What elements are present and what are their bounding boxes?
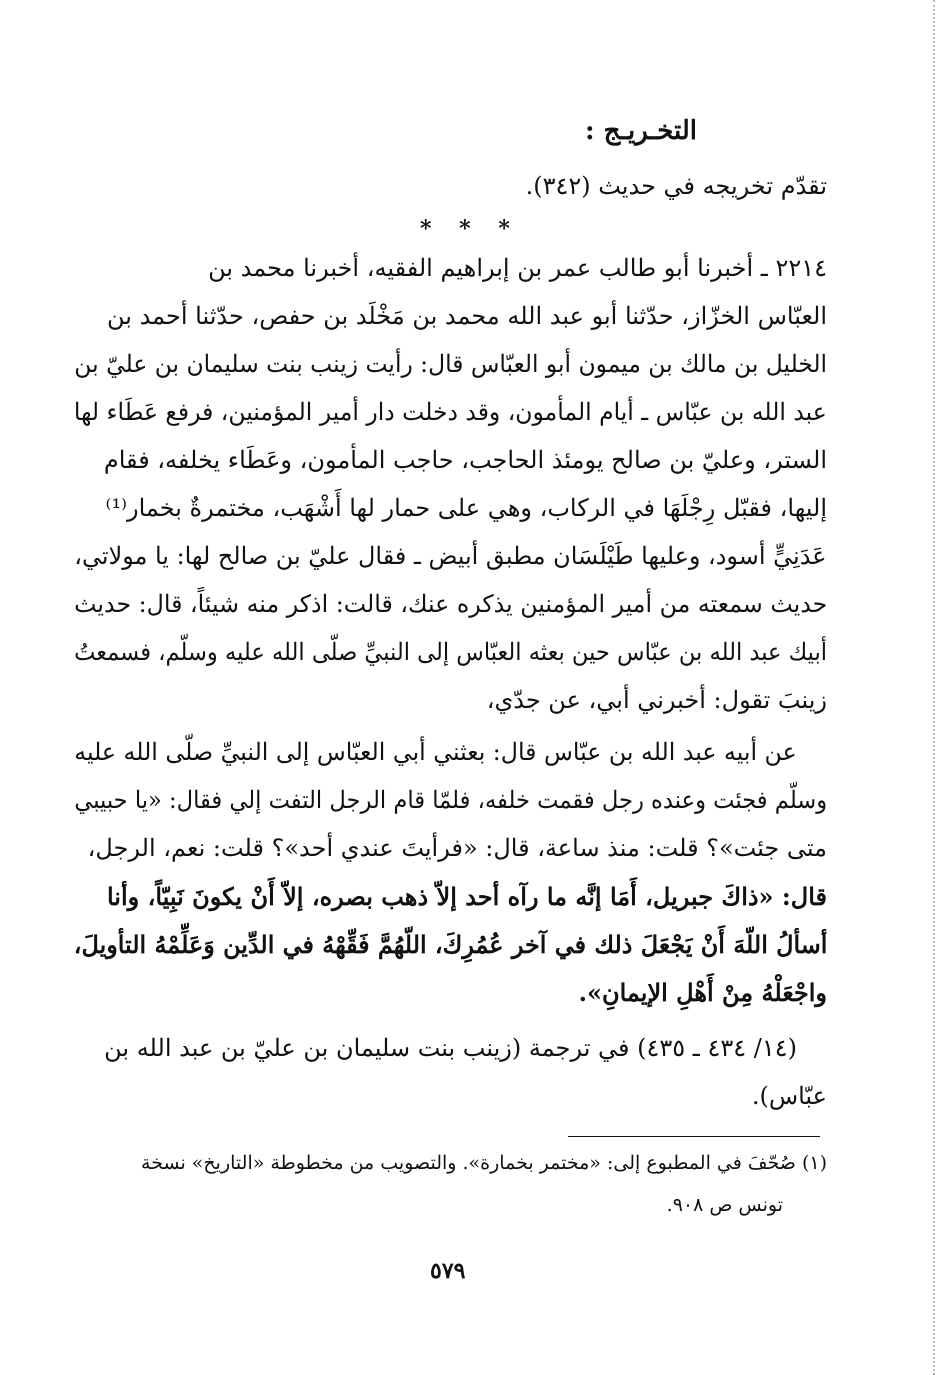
narration-line-1: ٢٢١٤ ـ أخبرنا أبو طالب عمر بن إبراهيم الفقيه، أخبرنا محمد بن (208, 254, 827, 282)
hadith-line-2: وسلّم فجئت وعنده رجل فقمت خلفه، فلمّا قام الرجل التفت إلي فقال: «يا حبيبي (74, 786, 827, 814)
narration-line-5: الستر، وعليّ بن صالح يومئذ الحاجب، حاجب المأمون، وعَطَاء يخلفه، فقام (103, 446, 827, 474)
narration-line-2: العبّاس الخزّاز، حدّثنا أبو عبد الله محمد بن مَخْلَد بن حفص، حدّثنا أحمد بن (107, 302, 827, 330)
footnote-line-2: تونس ص ٩٠٨. (666, 1194, 783, 1216)
narration-line-6: إليها، فقبّل رِجْلَهَا في الركاب، وهي على حمار لها أَشْهَب، مختمرةٌ بخمار⁽¹⁾ (105, 494, 827, 522)
page-number: ٥٧٩ (430, 1258, 466, 1284)
footnote-divider (568, 1136, 820, 1137)
narration-line-7: عَدَنِيٍّ أسود، وعليها طَيْلَسَان مطبق أبيض ـ فقال عليّ بن صالح لها: يا مولاتي، (74, 542, 827, 570)
hadith-line-4: قال: «ذاكَ جبريل، أَمَا إنَّه ما رآه أحد إلاّ ذهب بصره، إلاّ أَنْ يكونَ نَبِيّاً، وأنا (106, 882, 827, 911)
narration-line-4: عبد الله بن عبّاس ـ أيام المأمون، وقد دخلت دار أمير المؤمنين، فرفع عَطَاء لها (74, 398, 827, 426)
hadith-line-3: متى جئت»؟ قلت: منذ ساعة، قال: «فرأيتَ عندي أحد»؟ قلت: نعم، الرجل، (87, 834, 827, 862)
separator-stars: * * * (420, 216, 520, 242)
reference-line-2: عبّاس). (751, 1082, 827, 1110)
narration-line-3: الخليل بن مالك بن ميمون أبو العبّاس قال: رأيت زينب بنت سليمان بن عليّ بن (74, 350, 827, 378)
section-heading: التخـريـج : (584, 116, 697, 146)
hadith-line-6: واجْعَلْهُ مِنْ أَهْلِ الإيمانِ». (578, 978, 827, 1007)
narration-line-8: حديث سمعته من أمير المؤمنين يذكره عنك، قالت: اذكر منه شيئاً، قال: حديث (73, 590, 827, 618)
scan-edge-marks (929, 0, 935, 1375)
narration-line-10: زينبَ تقول: أخبرني أبي، عن جدّي، (486, 686, 827, 714)
reference-line-1: (١٤/ ٤٣٤ ـ ٤٣٥) في ترجمة (زينب بنت سليمان بن عليّ بن عبد الله بن (104, 1034, 797, 1062)
hadith-line-1: عن أبيه عبد الله بن عبّاس قال: بعثني أبي العبّاس إلى النبيِّ صلّى الله عليه (74, 738, 797, 766)
footnote-line-1: (١) صُحّفَ في المطبوع إلى: «مختمر بخمارة». والتصويب من مخطوطة «التاريخ» نسخة (141, 1152, 827, 1174)
intro-line: تقدّم تخريجه في حديث (٣٤٢). (525, 172, 827, 200)
narration-line-9: أبيك عبد الله بن عبّاس حين بعثه العبّاس إلى النبيِّ صلّى الله عليه وسلّم، فسمعتُ (74, 638, 827, 666)
hadith-line-5: أسألُ اللّهَ أَنْ يَجْعَلَ ذلك في آخر عُمُرِكَ، اللّهُمَّ فَقِّهْهُ في الدِّين وَعَلِّمْهُ التأويلَ، (73, 930, 827, 959)
